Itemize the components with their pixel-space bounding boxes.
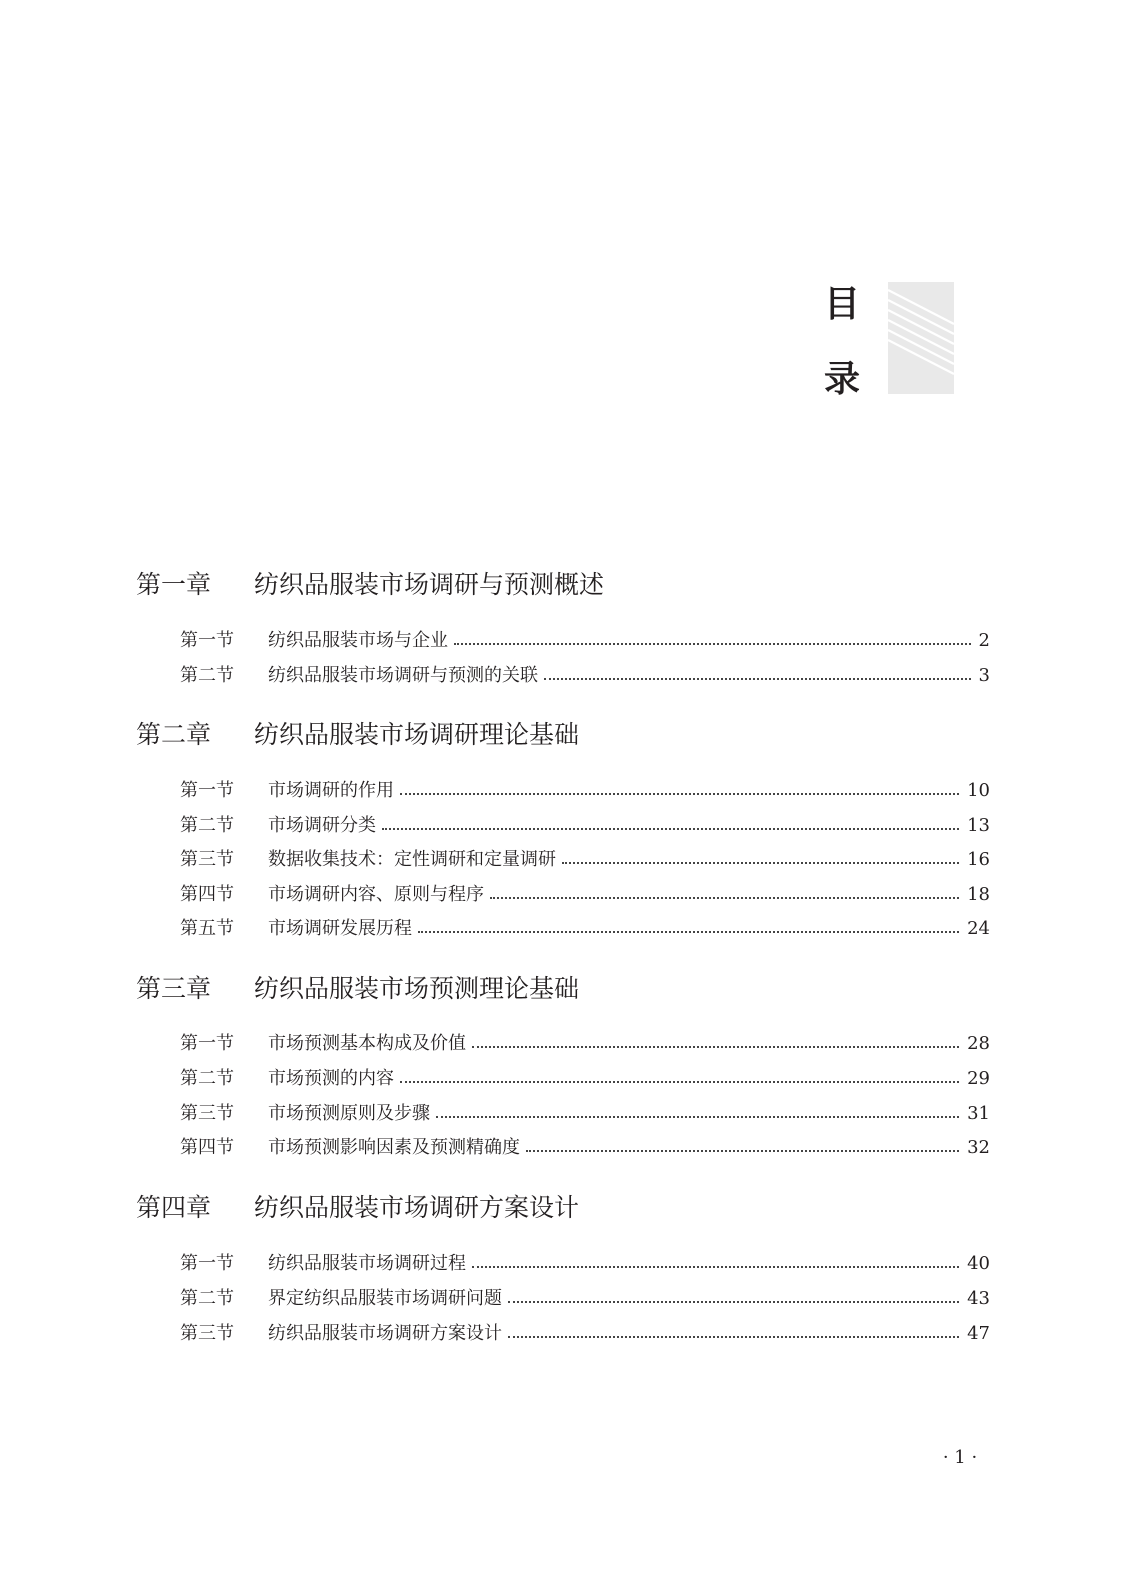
toc-heading bbox=[812, 282, 954, 400]
chapter-title: 纺织品服装市场调研理论基础 bbox=[254, 720, 580, 749]
chapter-heading bbox=[136, 1193, 996, 1223]
page-number: 2 bbox=[978, 630, 990, 651]
chapter-number: 第二章 bbox=[136, 720, 212, 749]
section-number: 第三节 bbox=[180, 1323, 234, 1344]
diagonal-stripes-decoration bbox=[888, 282, 954, 394]
toc-entry[interactable] bbox=[180, 1101, 990, 1127]
page-number: 29 bbox=[967, 1068, 990, 1089]
section-title: 纺织品服装市场调研方案设计 bbox=[268, 1323, 502, 1344]
dot-leader bbox=[544, 678, 971, 680]
dot-leader bbox=[526, 1150, 959, 1152]
toc-entry[interactable] bbox=[180, 916, 990, 942]
page-number: 24 bbox=[967, 918, 990, 939]
section-title: 市场预测的内容 bbox=[268, 1068, 394, 1089]
chapter-number: 第一章 bbox=[136, 570, 212, 599]
toc-entry[interactable] bbox=[180, 778, 990, 804]
page-number: 40 bbox=[967, 1253, 990, 1274]
toc-entry[interactable] bbox=[180, 628, 990, 654]
section-title: 市场调研发展历程 bbox=[268, 918, 412, 939]
section-number: 第二节 bbox=[180, 815, 234, 836]
chapter-heading bbox=[136, 570, 996, 600]
section-number: 第一节 bbox=[180, 780, 234, 801]
section-number: 第四节 bbox=[180, 884, 234, 905]
page-number: 47 bbox=[967, 1323, 990, 1344]
section-number: 第二节 bbox=[180, 1068, 234, 1089]
page-number: 32 bbox=[967, 1137, 990, 1158]
toc-entry[interactable] bbox=[180, 1286, 990, 1312]
toc-entry[interactable] bbox=[180, 847, 990, 873]
section-title: 界定纺织品服装市场调研问题 bbox=[268, 1288, 502, 1309]
section-title: 数据收集技术：定性调研和定量调研 bbox=[268, 849, 556, 870]
chapter-title: 纺织品服装市场预测理论基础 bbox=[254, 974, 580, 1003]
chapter-title: 纺织品服装市场调研方案设计 bbox=[254, 1193, 580, 1222]
section-number: 第一节 bbox=[180, 630, 234, 651]
toc-heading-char-2: 录 bbox=[823, 359, 860, 400]
toc-heading-char-1: 目 bbox=[823, 284, 860, 325]
stripes-icon bbox=[888, 282, 954, 394]
section-number: 第五节 bbox=[180, 918, 234, 939]
section-number: 第三节 bbox=[180, 1103, 234, 1124]
page-number: 13 bbox=[967, 815, 990, 836]
section-title: 市场调研内容、原则与程序 bbox=[268, 884, 484, 905]
section-number: 第一节 bbox=[180, 1033, 234, 1054]
page-number: 3 bbox=[978, 665, 990, 686]
page-number: 28 bbox=[967, 1033, 990, 1054]
section-title: 市场调研分类 bbox=[268, 815, 376, 836]
chapter-number: 第四章 bbox=[136, 1193, 212, 1222]
chapter-number: 第三章 bbox=[136, 974, 212, 1003]
dot-leader bbox=[562, 862, 959, 864]
toc-entry[interactable] bbox=[180, 1135, 990, 1161]
toc-entry[interactable] bbox=[180, 1321, 990, 1347]
section-title: 纺织品服装市场调研与预测的关联 bbox=[268, 665, 538, 686]
dot-leader bbox=[490, 897, 959, 899]
page-number: 10 bbox=[967, 780, 990, 801]
chapter-title: 纺织品服装市场调研与预测概述 bbox=[254, 570, 605, 599]
section-number: 第二节 bbox=[180, 665, 234, 686]
page-number: 18 bbox=[967, 884, 990, 905]
section-title: 市场预测基本构成及价值 bbox=[268, 1033, 466, 1054]
dot-leader bbox=[454, 643, 971, 645]
section-title: 市场预测原则及步骤 bbox=[268, 1103, 430, 1124]
toc-entry[interactable] bbox=[180, 663, 990, 689]
page-folio: · 1 · bbox=[942, 1447, 978, 1468]
dot-leader bbox=[508, 1336, 959, 1338]
dot-leader bbox=[400, 793, 959, 795]
dot-leader bbox=[472, 1046, 959, 1048]
dot-leader bbox=[382, 828, 959, 830]
section-title: 市场预测影响因素及预测精确度 bbox=[268, 1137, 520, 1158]
toc-entry[interactable] bbox=[180, 882, 990, 908]
toc-entry[interactable] bbox=[180, 1031, 990, 1057]
dot-leader bbox=[400, 1081, 959, 1083]
dot-leader bbox=[436, 1116, 959, 1118]
section-title: 纺织品服装市场调研过程 bbox=[268, 1253, 466, 1274]
page-number: 43 bbox=[967, 1288, 990, 1309]
section-number: 第三节 bbox=[180, 849, 234, 870]
section-number: 第一节 bbox=[180, 1253, 234, 1274]
page-number: 31 bbox=[967, 1103, 990, 1124]
dot-leader bbox=[472, 1266, 959, 1268]
page-number: 16 bbox=[967, 849, 990, 870]
chapter-heading bbox=[136, 720, 996, 750]
section-title: 市场调研的作用 bbox=[268, 780, 394, 801]
section-title: 纺织品服装市场与企业 bbox=[268, 630, 448, 651]
section-number: 第二节 bbox=[180, 1288, 234, 1309]
dot-leader bbox=[418, 931, 959, 933]
chapter-heading bbox=[136, 974, 996, 1004]
toc-entry[interactable] bbox=[180, 813, 990, 839]
toc-entry[interactable] bbox=[180, 1066, 990, 1092]
section-number: 第四节 bbox=[180, 1137, 234, 1158]
dot-leader bbox=[508, 1301, 959, 1303]
toc-entry[interactable] bbox=[180, 1251, 990, 1277]
